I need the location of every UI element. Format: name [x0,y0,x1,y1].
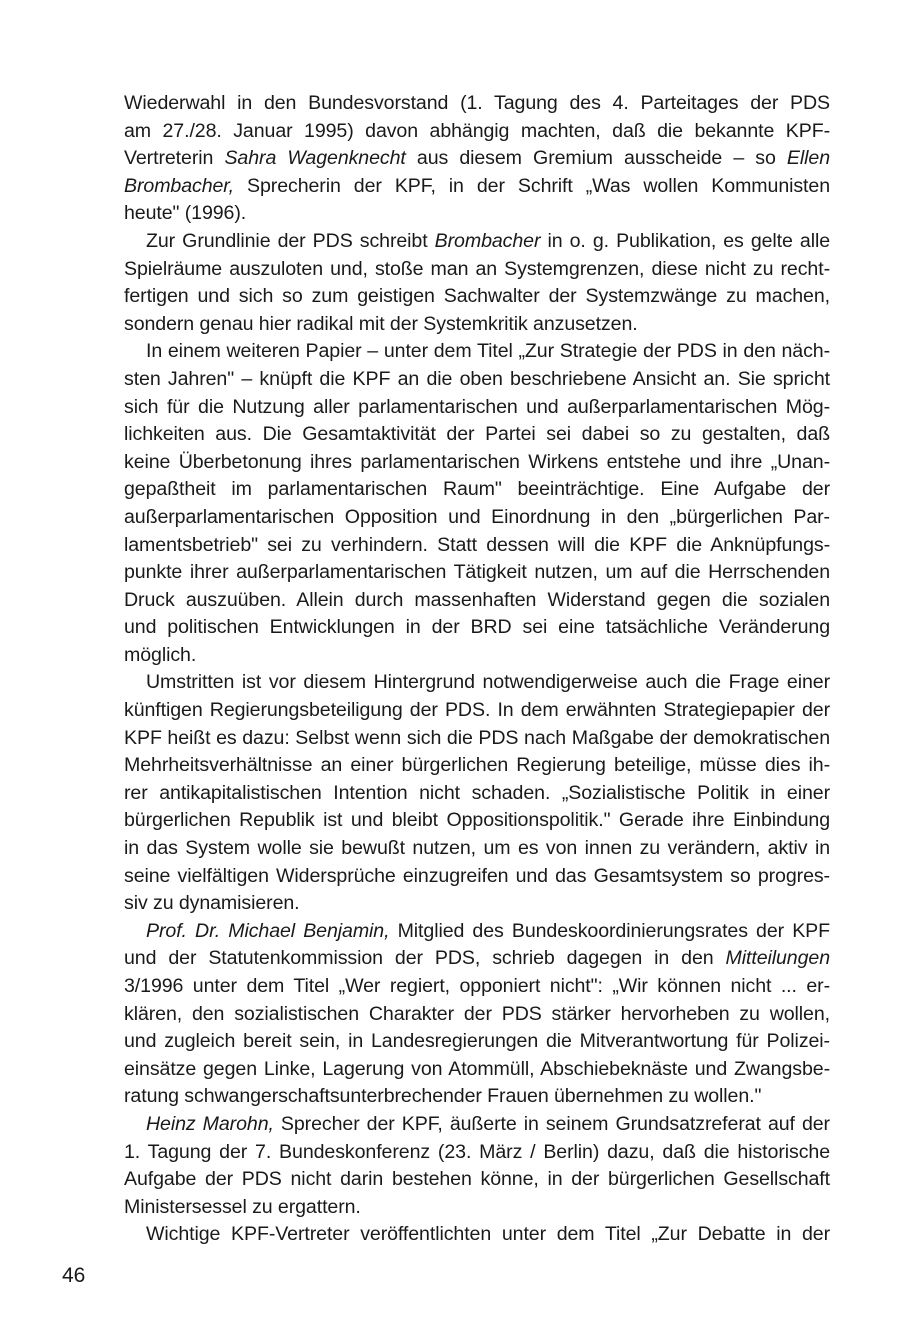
text-line [124,228,830,256]
text-segment: und zugleich bereit sein, in Landesregierungen die Mitverantwortung für Polizei- [124,1030,830,1053]
text-segment: einsätze gegen Linke, Lagerung von Atommüll, Abschiebeknäste und Zwangsbe- [124,1057,830,1080]
text-segment: und politischen Entwicklungen in der BRD sei eine tatsächliche Veränderung [124,616,830,639]
text-segment: heute" (1996). [124,202,247,225]
italic-text: Prof. Dr. Michael Benjamin, [146,919,390,942]
text-line [124,145,830,173]
text-line [124,697,830,725]
text-line [124,587,830,615]
text-line [124,725,830,753]
text-segment: Sprecher der KPF, äußerte in seinem Grundsatzreferat auf der [273,1112,830,1135]
text-segment: sten Jahren" – knüpft die KPF an die oben beschriebene Ansicht an. Sie spricht [124,367,830,390]
italic-text: Heinz Marohn, [146,1112,274,1135]
text-segment: möglich. [124,643,197,666]
text-segment: Vertreterin [124,147,225,170]
text-segment: und der Statutenkommission der PDS, schrieb dagegen in den [124,947,726,970]
text-line [124,973,830,1001]
text-line [124,1083,830,1111]
text-line [124,1028,830,1056]
italic-text: Brombacher, [124,174,234,197]
text-line [124,559,830,587]
text-segment: künftigen Regierungsbeteiligung der PDS. In dem erwähnten Strategiepapier der [124,699,830,722]
text-segment: bürgerlichen Republik ist und bleibt Oppositionspolitik." Gerade ihre Einbindung [124,809,830,832]
italic-text: Mitteilungen [725,947,830,970]
text-line [124,366,830,394]
text-line [124,504,830,532]
text-segment: lamentsbetrieb" sei zu verhindern. Statt dessen will die KPF die Anknüpfungs- [124,533,830,556]
text-segment: Druck auszuüben. Allein durch massenhaften Widerstand gegen die sozialen [124,588,830,611]
text-segment: am 27./28. Januar 1995) davon abhängig machten, daß die bekannte KPF- [124,119,830,142]
text-line [124,669,830,697]
text-segment: klären, den sozialistischen Charakter der PDS stärker hervorheben zu wollen, [124,1002,830,1025]
text-segment: Zur Grundlinie der PDS schreibt [146,229,435,252]
text-segment: in o. g. Publikation, es gelte alle [540,229,830,252]
text-segment: 3/1996 unter dem Titel „Wer regiert, opponiert nicht": „Wir können nicht ... er- [124,975,830,997]
text-line [124,283,830,311]
text-segment: punkte ihrer außerparlamentarischen Tätigkeit nutzen, um auf die Herrschenden [124,561,830,584]
text-segment: sondern genau hier radikal mit der Systemkritik anzusetzen. [124,312,638,335]
text-line [124,1139,830,1167]
text-segment: Wiederwahl in den Bundesvorstand (1. Tagung des 4. Parteitages der PDS [124,92,830,114]
text-line [124,918,830,946]
text-line [124,338,830,366]
text-segment: siv zu dynamisieren. [124,892,300,915]
text-line [124,311,830,339]
text-line [124,642,830,670]
text-line [124,752,830,780]
text-segment: keine Überbetonung ihres parlamentarischen Wirkens entstehe und ihre „Unan- [124,450,830,473]
text-line [124,863,830,891]
page-number: 46 [62,1264,86,1287]
text-segment: Sprecherin der KPF, in der Schrift „Was wollen Kommunisten [234,174,830,197]
text-line [124,394,830,422]
text-line [124,890,830,918]
text-line [124,1056,830,1084]
text-line [124,256,830,284]
text-line [124,421,830,449]
text-line [124,173,830,201]
text-segment: KPF heißt es dazu: Selbst wenn sich die PDS nach Maßgabe der demokratischen [124,726,830,749]
text-line [124,90,830,118]
text-line [124,1194,830,1222]
text-segment: sich für die Nutzung aller parlamentarischen und außerparlamentarischen Mög- [124,395,830,418]
text-segment: aus diesem Gremium ausscheide – so [405,147,787,170]
text-line [124,945,830,973]
text-line [124,476,830,504]
text-segment: In einem weiteren Papier – unter dem Titel „Zur Strategie der PDS in den näch- [146,340,830,363]
text-segment: Wichtige KPF-Vertreter veröffentlichten unter dem Titel „Zur Debatte in der [146,1223,830,1246]
text-segment: außerparlamentarischen Opposition und Einordnung in den „bürgerlichen Par- [124,505,830,528]
text-segment: rer antikapitalistischen Intention nicht schaden. „Sozialistische Politik in einer [124,781,830,804]
body-text [124,90,830,1249]
text-line [124,449,830,477]
text-line [124,1111,830,1139]
text-line [124,1221,830,1249]
text-line [124,1001,830,1029]
text-line [124,835,830,863]
text-line [124,532,830,560]
text-segment: gepaßtheit im parlamentarischen Raum" beeinträchtige. Eine Aufgabe der [124,478,830,501]
text-line [124,200,830,228]
text-segment: ratung schwangerschaftsunterbrechender Frauen übernehmen zu wollen." [124,1085,762,1108]
text-segment: Ministersessel zu ergattern. [124,1195,361,1218]
italic-text: Brombacher [434,229,541,252]
italic-text: Ellen [786,147,830,170]
text-segment: lichkeiten aus. Die Gesamtaktivität der Partei sei dabei so zu gestalten, daß [124,423,830,446]
text-segment: seine vielfältigen Widersprüche einzugreifen und das Gesamtsystem so progres- [124,864,830,887]
text-segment: Mehrheitsverhältnisse an einer bürgerlichen Regierung beteilige, müsse dies ih- [124,754,830,777]
text-segment: 1. Tagung der 7. Bundeskonferenz (23. März / Berlin) dazu, daß die historische [124,1140,830,1163]
text-segment: Umstritten ist vor diesem Hintergrund notwendigerweise auch die Frage einer [146,671,830,694]
text-line [124,780,830,808]
text-segment: Mitglied des Bundeskoordinierungsrates der KPF [389,919,830,942]
text-line [124,118,830,146]
text-line [124,1166,830,1194]
text-segment: in das System wolle sie bewußt nutzen, um es von innen zu verändern, aktiv in [124,837,830,860]
text-line [124,614,830,642]
italic-text: Sahra Wagenknecht [224,147,406,170]
text-segment: Aufgabe der PDS nicht darin bestehen könne, in der bürgerlichen Gesellschaft [124,1168,830,1191]
text-segment: Spielräume auszuloten und, stoße man an Systemgrenzen, diese nicht zu recht- [124,257,830,280]
text-segment: fertigen und sich so zum geistigen Sachwalter der Systemzwänge zu machen, [124,285,830,308]
text-line [124,807,830,835]
